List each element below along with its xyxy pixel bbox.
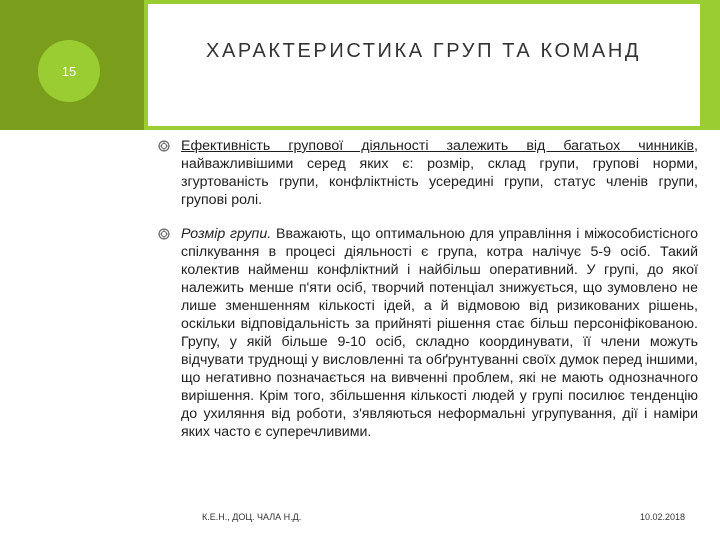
right-accent-band: [700, 0, 720, 130]
slide-title: ХАРАКТЕРИСТИКА ГРУП ТА КОМАНД: [206, 40, 642, 62]
header-top-stripe: [146, 0, 720, 4]
header-bottom-stripe: [146, 126, 720, 130]
bullet-lead: Ефективність групової діяльності залежить від багатьох чинників,: [181, 138, 698, 154]
bullet-text: найважливішими серед яких є: розмір, склад групи, групові норми, згуртованість групи, конфліктність усередині групи, статус членів групи, групові ролі.: [181, 156, 698, 208]
bullet-item: [158, 137, 698, 209]
slide-number: 15: [38, 40, 100, 102]
footer-author: К.Е.Н., ДОЦ. ЧАЛА Н.Д.: [202, 512, 302, 522]
header-band: [146, 0, 720, 130]
sun-bullet-icon: [158, 228, 170, 240]
sun-bullet-icon: [158, 140, 170, 152]
slide-content: [158, 137, 698, 457]
bullet-lead: Розмір групи.: [181, 226, 272, 242]
footer-date: 10.02.2018: [640, 512, 686, 522]
bullet-item: [158, 225, 698, 441]
header-left-stripe: [144, 0, 148, 130]
bullet-text: Вважають, що оптимальною для управління і міжособистісного спілкування в процесі діяльності є група, котра налічує 5-9 осіб. Такий колектив найменш конфліктний і найбільш оперативний. У групі, до якої належить менше п'яти осіб, творчий потенціал знижується, що зумовлено не лише зменшенням кількості ідей, а й відмовою від ризикованих рішень, оскільки відповідальність за прийняті рішення стає більш персоніфікованою. Групу, у якій більше 9-10 осіб, складно координувати, її члени можуть відчувати труднощі у висловленні та обґрунтуванні своїх думок перед іншими, що негативно позначається на вивченні проблем, які не мають однозначного вирішення. Крім того, збільшення кількості людей у групі посилює тенденцію до ухиляння від роботи, з'являються неформальні угрупування, дії і наміри яких часто є суперечливими.: [181, 226, 698, 440]
